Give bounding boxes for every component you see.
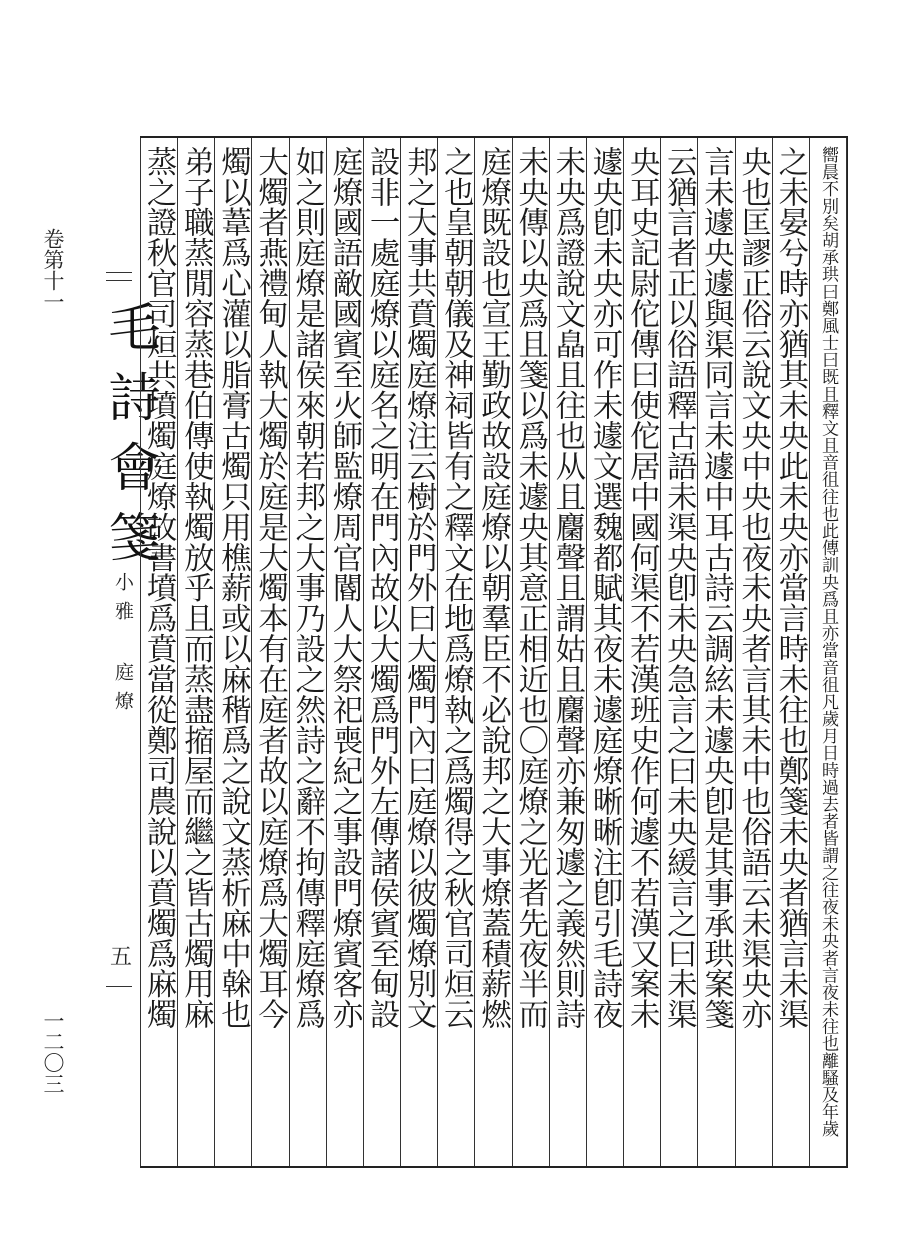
book-title: 毛詩會箋 (99, 300, 159, 580)
text-column: 嚮晨不別矣胡承珙曰鄭風士曰既且釋文且音徂往也此傳訓央爲且亦當音徂凡歲月日時過去者皆謂之往夜未央者言夜未往也離騷及年歲 (817, 146, 838, 1138)
fold-top-rule (106, 272, 132, 273)
text-column: 之也皇朝朝儀及神祠皆有之釋文在地爲燎執之爲燭得之秋官司烜云 (438, 146, 474, 1030)
text-column: 庭燎國語敵國賓至火師監燎周官閽人大祭祀喪紀之事設門燎賓客亦 (326, 146, 362, 1030)
text-column: 設非一處庭燎以庭名之明在門內故以大燭爲門外左傳諸侯賓至甸設 (364, 146, 400, 1030)
text-column: 之未晏兮時亦猶其未央此未央亦當言時未往也鄭箋未央者猶言未渠 (772, 146, 808, 1030)
text-column: 央也匡謬正俗云說文央中央也夜未央者言其未中也俗語云未渠央亦 (735, 146, 771, 1030)
text-column: 言未遽央遽與渠同言未遽中耳古詩云調絃未遽央卽是其事承珙案箋 (698, 146, 734, 1030)
column-rule (846, 138, 847, 1166)
text-column: 未央傳以央爲且箋以爲未遽央其意正相近也〇庭燎之光者先夜半而 (512, 146, 548, 1030)
text-column: 遽央卽未央亦可作未遽文選魏都賦其夜未遽庭燎晰晰注卽引毛詩夜 (587, 146, 623, 1030)
text-column: 未央爲證說文皛且往也从且麕聲且謂姑且麕聲亦兼匆遽之義然則詩 (549, 146, 585, 1030)
text-column: 邦之大事共賁燭庭燎注云樹於門外曰大燭門內曰庭燎以彼燭燎別文 (401, 146, 437, 1030)
fold-number: 五 (110, 945, 133, 970)
text-column: 蒸之證秋官司烜共墳燭庭燎故書墳爲賁當從鄭司農說以賁燭爲麻燭 (141, 146, 177, 1030)
text-column: 如之則庭燎是諸侯來朝若邦之大事乃設之然詩之辭不拘傳釋庭燎爲 (289, 146, 325, 1030)
text-column: 弟子職蒸閒容蒸巷伯傳使執燭放乎且而蒸盡摍屋而繼之皆古燭用麻 (178, 146, 214, 1030)
fold-bottom-rule (106, 986, 132, 987)
text-column: 庭燎既設也宣王勤政故設庭燎以朝羣臣不必說邦之大事燎蓋積薪燃 (475, 146, 511, 1030)
page-number: 一二〇三 (41, 1010, 65, 1094)
text-column: 大燭者燕禮甸人執大燭於庭是大燭本有在庭者故以庭燎爲大燭耳今 (252, 146, 288, 1030)
section-title: 小雅 庭燎 (112, 572, 134, 720)
text-column: 云猶言者正以俗語釋古語未渠央卽未央急言之曰未央緩言之曰未渠 (661, 146, 697, 1030)
volume-label: 卷第十一 (41, 228, 65, 312)
fold-top-rule-2 (106, 280, 132, 281)
text-column: 燭以葦爲心灌以脂膏古燭只用樵薪或以麻稭爲之說文蒸析麻中榦也 (215, 146, 251, 1030)
text-column: 央耳史記尉佗傳曰使佗居中國何渠不若漢班史作何遽不若漢又案未 (624, 146, 660, 1030)
